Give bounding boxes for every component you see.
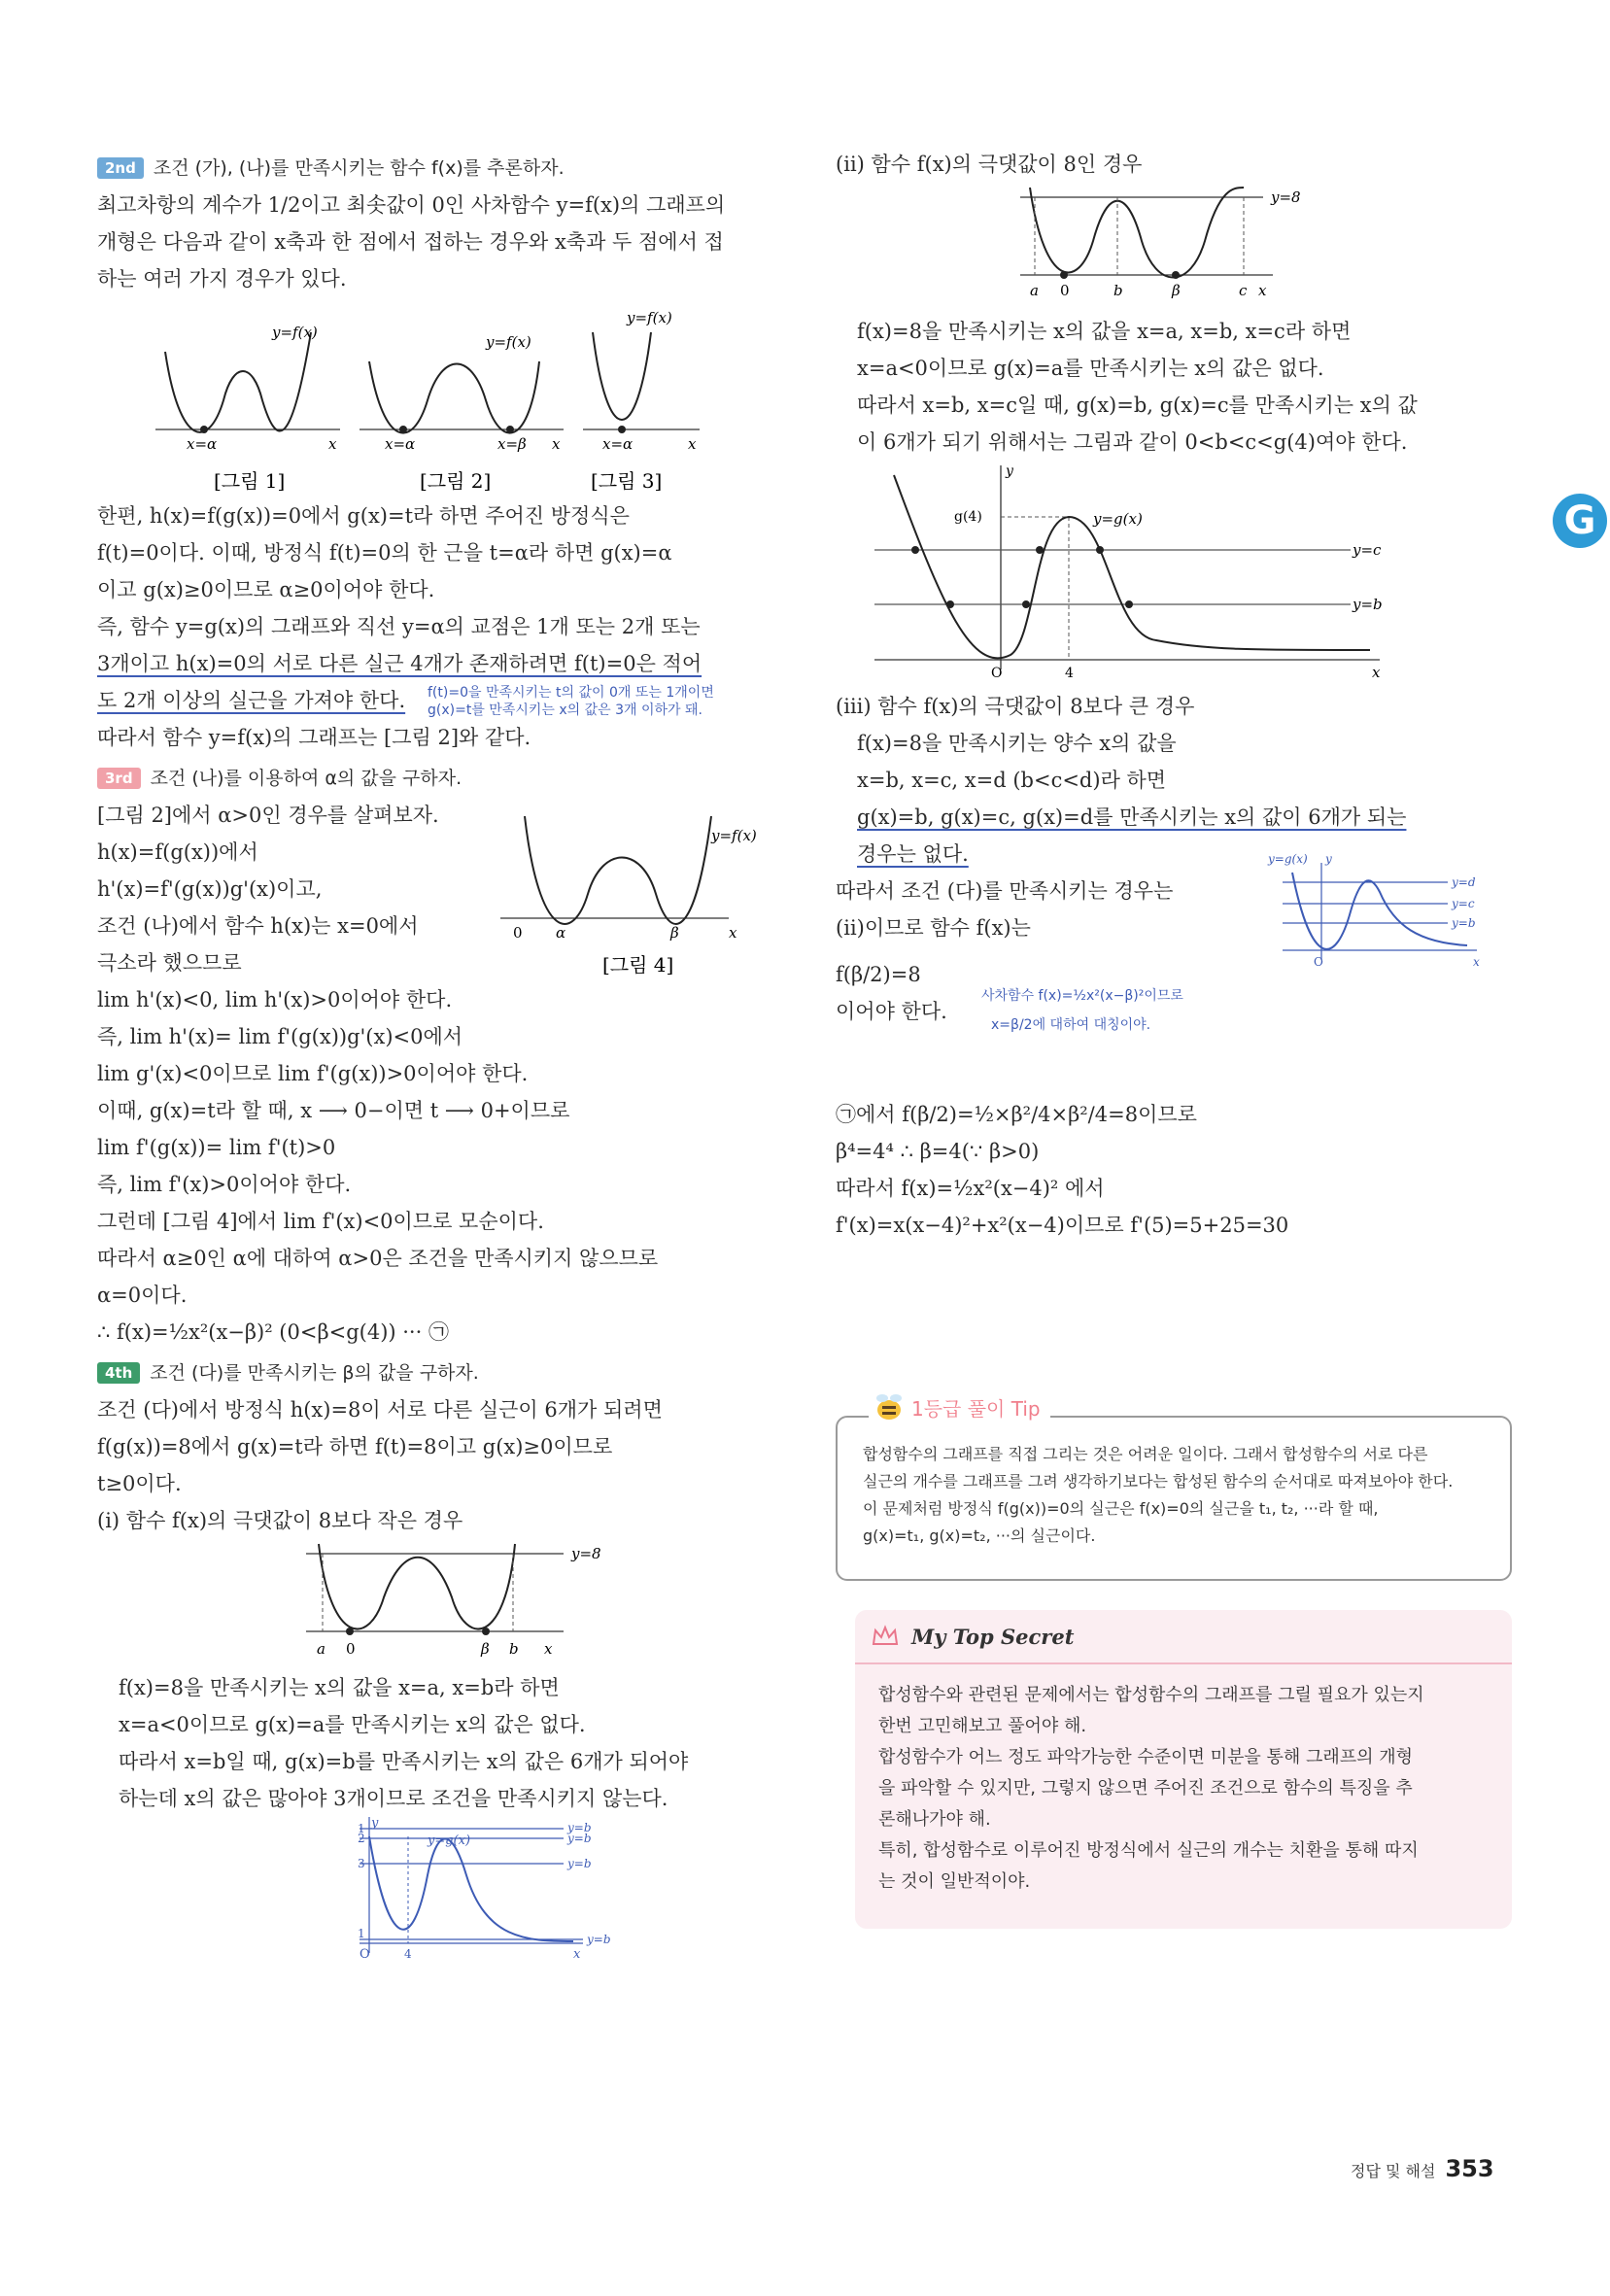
paragraph-line: 따라서 x=b, x=c일 때, g(x)=b, g(x)=c를 만족시키는 x의 값	[857, 394, 1418, 417]
fig9-y-label: y	[1325, 853, 1332, 866]
paragraph-line: 즉, 함수 y=g(x)의 그래프와 직선 y=α의 교점은 1개 또는 2개 또는	[97, 615, 701, 638]
paragraph-line: 즉, lim h'(x)= lim f'(g(x))g'(x)<0에서	[97, 1025, 463, 1048]
section-badge-2nd: 2nd	[97, 157, 144, 179]
tip-title-row	[869, 1392, 1050, 1422]
equation-line: f(β/2)=8	[836, 963, 921, 986]
case-heading: (ⅱ) 함수 f(x)의 극댓값이 8인 경우	[836, 153, 1143, 176]
figures-1-3	[97, 303, 777, 497]
fig6-origin-label: O	[360, 1947, 370, 1962]
section-3rd-header	[97, 760, 777, 797]
footer-label: 정답 및 해설	[1351, 2162, 1436, 2180]
fig6-tick-1: 1	[358, 1822, 365, 1835]
paragraph-line-underlined: 3개이고 h(x)=0의 서로 다른 실근 4개가 존재하려면 f(t)=0은 적어	[97, 652, 702, 675]
section-title: 조건 (가), (나)를 만족시키는 함수 f(x)를 추론하자.	[153, 157, 565, 179]
figure-3	[583, 309, 700, 493]
paragraph-line: 즉, lim f'(x)>0이어야 한다.	[97, 1173, 352, 1196]
fig2-beta-label: x=β	[497, 435, 527, 453]
fig3-fx-label: y=f(x)	[627, 309, 672, 326]
fig4-origin-label: 0	[513, 924, 523, 942]
paragraph-line: 따라서 조건 (다)를 만족시키는 경우는	[836, 879, 1174, 903]
figure-9	[1263, 853, 1506, 979]
fig2-x-label: x	[552, 435, 561, 453]
fig1-caption: [그림 1]	[214, 469, 286, 493]
paragraph-line: 극소라 했으므로	[97, 951, 242, 975]
fig3-caption: [그림 3]	[591, 469, 663, 493]
fig1-x-label: x	[328, 435, 337, 453]
section-badge-4th: 4th	[97, 1362, 140, 1384]
fig8-four-label: 4	[1065, 666, 1074, 681]
fig5-x-label: x	[544, 1640, 553, 1658]
section-title: 조건 (나)를 이용하여 α의 값을 구하자.	[150, 768, 462, 789]
fig6-y-label: y	[371, 1817, 379, 1831]
crown-icon	[871, 1625, 900, 1648]
fig6-tick-3: 3	[358, 1857, 365, 1870]
paragraph-line: f(g(x))=8에서 g(x)=t라 하면 f(t)=8이고 g(x)≥0이므로	[97, 1435, 613, 1458]
fig3-x-label: x	[688, 435, 697, 453]
secret-line: 한번 고민해보고 풀어야 해.	[878, 1716, 1087, 1736]
figure-6	[97, 1817, 777, 1963]
paragraph-line: lim f'(g(x))= lim f'(t)>0	[97, 1136, 336, 1159]
top-secret-title: My Top Secret	[911, 1624, 1075, 1649]
case-heading: (ⅲ) 함수 f(x)의 극댓값이 8보다 큰 경우	[836, 695, 1195, 718]
paragraph-line: 따라서 함수 y=f(x)의 그래프는 [그림 2]와 같다.	[97, 726, 531, 749]
paragraph-line: 하는데 x의 값은 많아야 3개이므로 조건을 만족시키지 않는다.	[119, 1787, 668, 1810]
figure-7	[836, 183, 1516, 309]
paragraph-line: f'(x)=x(x−4)²+x²(x−4)이므로 f'(5)=5+25=30	[836, 1214, 1289, 1237]
section-4th-header	[97, 1354, 777, 1391]
figure-8	[836, 461, 1516, 684]
paragraph-line: 이고 g(x)≥0이므로 α≥0이어야 한다.	[97, 578, 435, 601]
fig5-b-label: b	[509, 1640, 519, 1658]
secret-line: 합성함수가 어느 정도 파악가능한 수준이면 미분을 통해 그래프의 개형	[878, 1747, 1414, 1767]
fig6-line-label: y=b	[567, 1832, 592, 1845]
fig9-yc-label: y=c	[1452, 897, 1475, 910]
fig6-line-label: y=b	[567, 1857, 592, 1870]
fig4-alpha-label: α	[556, 924, 566, 942]
paragraph-line: f(x)=8을 만족시키는 x의 값을 x=a, x=b라 하면	[119, 1676, 560, 1699]
fig6-tick-4: 1	[358, 1927, 365, 1940]
figure-1-3-graphs	[97, 303, 777, 497]
secret-line: 합성함수와 관련된 문제에서는 합성함수의 그래프를 그릴 필요가 있는지	[878, 1685, 1424, 1705]
paragraph-line: ∴ f(x)=½x²(x−β)² (0<β<g(4)) ··· ㉠	[97, 1320, 449, 1344]
figure-5	[97, 1539, 777, 1665]
paragraph-line: 이 6개가 되기 위해서는 그림과 같이 0<b<c<g(4)여야 한다.	[857, 430, 1408, 454]
fig8-yb-label: y=b	[1353, 596, 1383, 613]
fig9-yb-label: y=b	[1452, 916, 1476, 930]
fig5-beta-label: β	[481, 1640, 490, 1658]
secret-line: 특히, 합성함수로 이루어진 방정식에서 실근의 개수는 치환을 통해 따지	[878, 1840, 1419, 1861]
fig8-x-label: x	[1372, 664, 1381, 681]
fig3-alpha-label: x=α	[602, 435, 634, 453]
paragraph-line: 조건 (다)에서 방정식 h(x)=8이 서로 다른 실근이 6개가 되려면	[97, 1398, 663, 1422]
paragraph-line: 그런데 [그림 4]에서 lim f'(x)<0이므로 모순이다.	[97, 1210, 544, 1233]
secret-line: 론해나가야 해.	[878, 1809, 991, 1830]
fig1-alpha-label: x=α	[187, 435, 218, 453]
paragraph-line: 따라서 f(x)=½x²(x−4)² 에서	[836, 1177, 1105, 1200]
fig9-gx-label: y=g(x)	[1268, 853, 1308, 866]
fig2-alpha-label: x=α	[385, 435, 416, 453]
fig6-four-label: 4	[404, 1947, 412, 1961]
fig8-gx-label: y=g(x)	[1093, 510, 1143, 528]
side-note-line: g(x)=t를 만족시키는 x의 값은 3개 이하가 돼.	[428, 703, 702, 718]
paragraph-line: 조건 (나)에서 함수 h(x)는 x=0에서	[97, 914, 419, 938]
left-column	[97, 146, 777, 1967]
fig7-a-label: a	[1030, 282, 1039, 299]
section-badge-3rd: 3rd	[97, 768, 141, 789]
fig5-a-label: a	[317, 1640, 325, 1658]
paragraph-line: x=a<0이므로 g(x)=a를 만족시키는 x의 값은 없다.	[119, 1713, 586, 1736]
secret-line: 을 파악할 수 있지만, 그렇지 않으면 주어진 조건으로 함수의 특징을 추	[878, 1778, 1413, 1799]
paragraph-line: h'(x)=f'(g(x))g'(x)이고,	[97, 877, 323, 901]
chapter-side-badge: G	[1553, 494, 1607, 548]
paragraph-line: 따라서 α≥0인 α에 대하여 α>0은 조건을 만족시키지 않으므로	[97, 1247, 659, 1270]
fig4-beta-label: β	[670, 924, 679, 942]
top-secret-header	[855, 1610, 1512, 1664]
top-secret-box	[855, 1610, 1512, 1929]
fig7-b-label: b	[1113, 282, 1123, 299]
secret-line: 는 것이 일반적이야.	[878, 1871, 1031, 1892]
fig5-y8-label: y=8	[571, 1545, 601, 1562]
page-footer	[1351, 2155, 1494, 2182]
figure-2	[360, 333, 564, 493]
paragraph-line: α=0이다.	[97, 1284, 188, 1307]
fig4-caption: [그림 4]	[602, 953, 674, 977]
tip-line: g(x)=t₁, g(x)=t₂, ···의 실근이다.	[863, 1526, 1096, 1545]
tip-line: 이 문제처럼 방정식 f(g(x))=0의 실근은 f(x)=0의 실근을 t₁, t₂, ···라 할 때,	[863, 1499, 1379, 1518]
paragraph-line-underlined: g(x)=b, g(x)=c, g(x)=d를 만족시키는 x의 값이 6개가 되는	[857, 805, 1407, 829]
fig7-beta-label: β	[1172, 282, 1181, 299]
paragraph-line: f(t)=0이다. 이때, 방정식 f(t)=0의 한 근을 t=α라 하면 g(x)=α	[97, 541, 672, 565]
fig6-gx-label: y=g(x)	[428, 1833, 471, 1848]
paragraph-line: 이때, g(x)=t라 할 때, x ⟶ 0−이면 t ⟶ 0+이므로	[97, 1099, 570, 1122]
note-row	[97, 682, 777, 719]
paragraph-line: f(x)=8을 만족시키는 양수 x의 값을	[857, 732, 1177, 755]
paragraph-line: 개형은 다음과 같이 x축과 한 점에서 접하는 경우와 x축과 두 점에서 접	[97, 230, 724, 254]
side-note-line: f(t)=0을 만족시키는 t의 값이 0개 또는 1개이면	[428, 685, 714, 701]
paragraph-line: 최고차항의 계수가 1/2이고 최솟값이 0인 사차함수 y=f(x)의 그래프의	[97, 193, 726, 217]
fig8-yc-label: y=c	[1353, 541, 1382, 559]
fig8-g4-label: g(4)	[954, 509, 982, 525]
paragraph-line: x=b, x=c, x=d (b<c<d)라 하면	[857, 769, 1167, 792]
fig7-origin-label: 0	[1060, 282, 1070, 299]
fig1-fx-label: y=f(x)	[272, 324, 318, 341]
fig2-caption: [그림 2]	[420, 469, 492, 493]
paragraph-line: (ⅰ) 함수 f(x)의 극댓값이 8보다 작은 경우	[97, 1509, 463, 1532]
fig8-y-label: y	[1006, 463, 1013, 479]
fig9-x-label: x	[1473, 955, 1480, 969]
paragraph-line-underlined: 도 2개 이상의 실근을 가져야 한다.	[97, 689, 406, 712]
paragraph-line-underlined: 경우는 없다.	[857, 842, 969, 866]
fig7-y8-label: y=8	[1271, 188, 1301, 206]
paragraph-line: 한편, h(x)=f(g(x))=0에서 g(x)=t라 하면 주어진 방정식은	[97, 504, 630, 528]
paragraph-line: 이어야 한다.	[836, 1000, 947, 1023]
fig2-fx-label: y=f(x)	[486, 333, 531, 351]
fig6-x-label: x	[573, 1947, 581, 1962]
fig6-line-label: y=b	[587, 1933, 611, 1946]
bee-icon	[873, 1392, 906, 1422]
paragraph-line: β⁴=4⁴ ∴ β=4(∵ β>0)	[836, 1140, 1040, 1163]
fig4-row	[97, 797, 777, 981]
right-column	[836, 146, 1516, 1244]
page-number: 353	[1445, 2155, 1494, 2182]
fig7-x-label: x	[1258, 282, 1267, 299]
fig4-fx-label: y=f(x)	[711, 827, 757, 844]
paragraph-line: [그림 2]에서 α>0인 경우를 살펴보자.	[97, 804, 439, 827]
fig9-origin-label: O	[1314, 955, 1323, 969]
section-title: 조건 (다)를 만족시키는 β의 값을 구하자.	[150, 1362, 479, 1384]
fig6-tick-2: 2	[358, 1832, 365, 1845]
paragraph-line: f(x)=8을 만족시키는 x의 값을 x=a, x=b, x=c라 하면	[857, 320, 1352, 343]
fig5-origin-label: 0	[346, 1640, 356, 1658]
figure-4	[496, 811, 787, 981]
paragraph-line: ㉠에서 f(β/2)=½×β²/4×β²/4=8이므로	[836, 1103, 1197, 1126]
tip-box	[836, 1396, 1512, 1581]
paragraph-line: 따라서 x=b일 때, g(x)=b를 만족시키는 x의 값은 6개가 되어야	[119, 1750, 689, 1773]
paragraph-line: h(x)=f(g(x))에서	[97, 840, 258, 864]
fig8-origin-label: O	[991, 666, 1003, 681]
section-2nd-header	[97, 150, 777, 187]
paragraph-line: lim g'(x)<0이므로 lim f'(g(x))>0이어야 한다.	[97, 1062, 529, 1085]
side-note	[428, 684, 714, 719]
paragraph-line: 하는 여러 가지 경우가 있다.	[97, 267, 347, 291]
tip-line: 합성함수의 그래프를 직접 그리는 것은 어려운 일이다. 그래서 합성함수의 서로 다른	[863, 1445, 1428, 1463]
tip-line: 실근의 개수를 그래프를 그려 생각하기보다는 합성된 함수의 순서대로 따져보아야 한다.	[863, 1472, 1454, 1491]
figure-1	[155, 324, 340, 493]
fig9-yd-label: y=d	[1452, 875, 1476, 889]
fig7-c-label: c	[1239, 282, 1248, 299]
paragraph-line: (ⅱ)이므로 함수 f(x)는	[836, 916, 1031, 940]
paragraph-line: lim h'(x)<0, lim h'(x)>0이어야 한다.	[97, 988, 453, 1011]
side-note-line: x=β/2에 대하여 대칭이야.	[991, 1017, 1151, 1033]
paragraph-line: t≥0이다.	[97, 1472, 182, 1495]
fig4-x-label: x	[729, 924, 737, 942]
tip-title: 1등급 풀이 Tip	[911, 1396, 1041, 1421]
side-note-line: 사차함수 f(x)=½x²(x−β)²이므로	[981, 988, 1183, 1004]
fig6-line-label: y=b	[567, 1821, 592, 1834]
paragraph-line: x=a<0이므로 g(x)=a를 만족시키는 x의 값은 없다.	[857, 357, 1324, 380]
top-secret-body	[855, 1664, 1512, 1913]
